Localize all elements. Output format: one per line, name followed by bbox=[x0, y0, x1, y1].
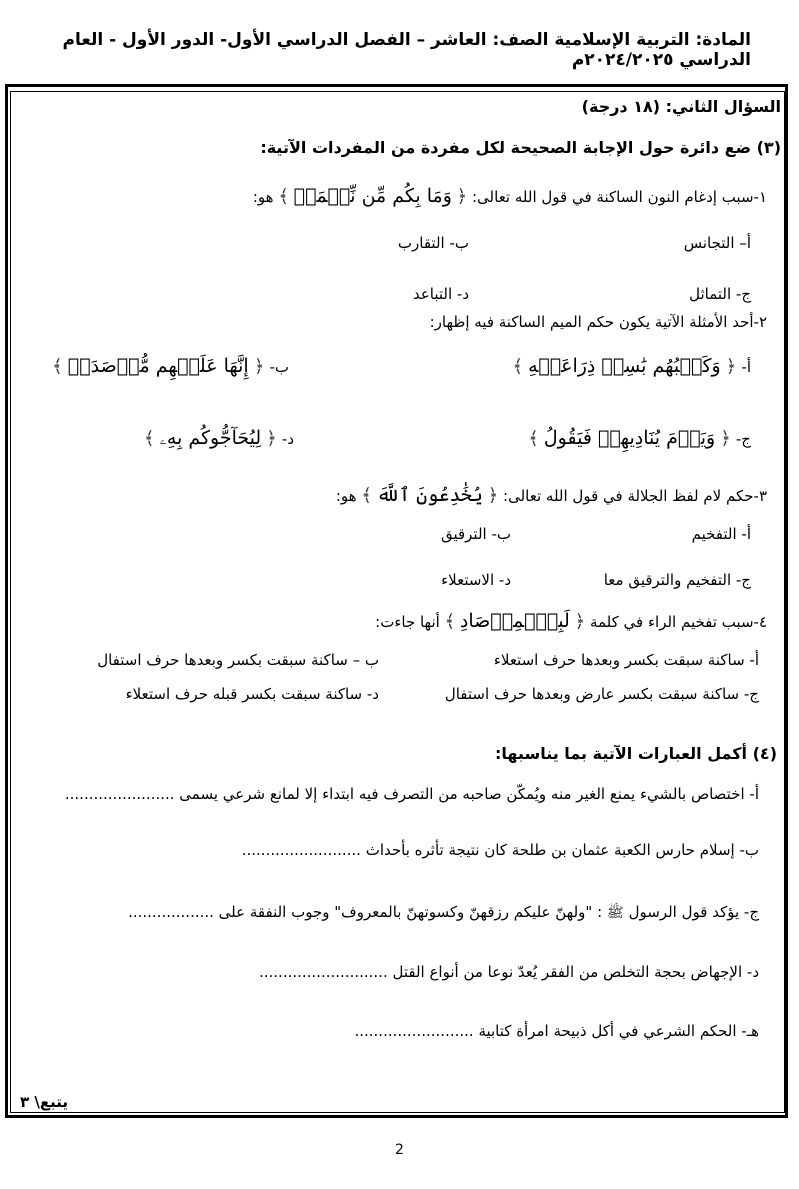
item2-option-b-quote: إِنَّهَا عَلَيۡهِم مُّؤۡصَدَةٞ bbox=[67, 355, 249, 377]
item1-stem-end: هو: bbox=[252, 188, 274, 206]
item2-option-d-label: د- bbox=[281, 430, 294, 448]
completion-c-pre: ج- يؤكد قول الرسول bbox=[628, 903, 759, 921]
item2-option-c[interactable] bbox=[528, 427, 751, 449]
prophet-seal-icon: ﷺ bbox=[606, 905, 624, 921]
part3-title: (٣) ضع دائرة حول الإجابة الصحيحة لكل مفردة من المفردات الآتية: bbox=[260, 138, 781, 157]
item1-quran-quote: وَمَا بِكُم مِّن نِّعۡمَةٖ bbox=[293, 185, 452, 207]
exam-header: المادة: التربية الإسلامية الصف: العاشر – الفصل الدراسي الأول- الدور الأول - العام الدراسي ٢٠٢٤/٢٠٢٥م bbox=[62, 30, 751, 70]
quran-close-ornament: ﴾ bbox=[52, 356, 63, 377]
completion-a[interactable]: أ- اختصاص بالشيء يمنع الغير منه ويُمكّن صاحبه من التصرف فيه ابتداء إلا لمانع شرعي يسمى ....................... bbox=[64, 785, 759, 803]
item2-option-a-label: أ- bbox=[741, 358, 751, 376]
item1-stem bbox=[253, 185, 767, 207]
quran-open-ornament: ﴿ bbox=[253, 356, 265, 377]
quran-open-ornament: ﴿ bbox=[487, 485, 499, 506]
item4-quran-quote: لَبِٱلۡمِرۡصَادِ bbox=[459, 610, 570, 632]
page-number: 2 bbox=[395, 1142, 404, 1158]
item2-option-a-quote: وَكَلۡبُهُم بَٰسِطٞ ذِرَاعَيۡهِ bbox=[528, 355, 721, 377]
item4-stem-end: أنها جاءت: bbox=[375, 613, 440, 631]
completion-c-post: : "ولهنّ عليكم رزقهنّ وكسوتهنّ بالمعروف" وجوب النفقة على .................. bbox=[128, 903, 603, 921]
item4-stem-text: ٤-سبب تفخيم الراء في كلمة bbox=[589, 613, 767, 631]
quran-open-ornament: ﴿ bbox=[456, 186, 468, 207]
item4-stem bbox=[375, 610, 767, 632]
item2-option-d-quote: لِيُحَآجُّوكُم بِهِۦ bbox=[159, 427, 262, 449]
completion-d[interactable]: د- الإجهاض بحجة التخلص من الفقر يُعدّ نوعا من أنواع القتل ........................... bbox=[258, 963, 759, 981]
quran-close-ornament: ﴾ bbox=[278, 186, 289, 207]
item2-option-a[interactable] bbox=[513, 355, 752, 377]
item3-option-b[interactable]: ب- الترقيق bbox=[440, 525, 511, 543]
quran-open-ornament: ﴿ bbox=[720, 428, 731, 449]
quran-close-ornament: ﴾ bbox=[444, 611, 456, 632]
quran-open-ornament: ﴿ bbox=[725, 356, 737, 377]
item4-option-d[interactable]: د- ساكنة سبقت بكسر قبله حرف استعلاء bbox=[125, 685, 379, 703]
item3-option-c[interactable]: ج- التفخيم والترقيق معا bbox=[603, 571, 751, 589]
item1-option-c[interactable]: ج- التماثل bbox=[689, 285, 751, 303]
item4-option-c[interactable]: ج- ساكنة سبقت بكسر عارض وبعدها حرف استفال bbox=[444, 685, 759, 703]
item3-stem-end: هو: bbox=[335, 487, 357, 505]
completion-e[interactable]: هـ- الحكم الشرعي في أكل ذبيحة امرأة كتابية ......................... bbox=[354, 1022, 759, 1040]
quran-open-ornament: ﴿ bbox=[574, 611, 586, 632]
item1-option-d[interactable]: د- التباعد bbox=[412, 285, 469, 303]
item2-option-c-quote: وَيَوۡمَ يُنَادِيهِمۡ فَيَقُولُ bbox=[543, 427, 716, 449]
item2-option-b-label: ب- bbox=[269, 358, 289, 376]
item3-quran-quote: يُخَٰدِعُونَ ٱللَّهَ bbox=[376, 484, 483, 506]
item2-stem: ٢-أحد الأمثلة الآتية يكون حكم الميم الساكنة فيه إظهار: bbox=[429, 313, 767, 331]
item2-option-c-label: ج- bbox=[735, 430, 751, 448]
item2-option-d[interactable] bbox=[144, 427, 294, 449]
item1-option-b[interactable]: ب- التقارب bbox=[397, 234, 469, 252]
completion-c[interactable] bbox=[128, 903, 759, 924]
item4-option-a[interactable]: أ- ساكنة سبقت بكسر وبعدها حرف استعلاء bbox=[493, 651, 759, 669]
quran-close-ornament: ﴾ bbox=[512, 356, 524, 377]
quran-close-ornament: ﴾ bbox=[361, 485, 372, 506]
item2-option-b[interactable] bbox=[52, 355, 289, 377]
quran-open-ornament: ﴿ bbox=[266, 428, 277, 449]
item3-stem-text: ٣-حكم لام لفظ الجلالة في قول الله تعالى: bbox=[503, 487, 767, 505]
item4-option-b[interactable]: ب – ساكنة سبقت بكسر وبعدها حرف استفال bbox=[97, 651, 379, 669]
item3-option-a[interactable]: أ- التفخيم bbox=[691, 525, 751, 543]
item3-option-d[interactable]: د- الاستعلاء bbox=[441, 571, 511, 589]
item1-stem-text: ١-سبب إدغام النون الساكنة في قول الله تعالى: bbox=[472, 188, 767, 206]
question-title: السؤال الثاني: (١٨ درجة) bbox=[581, 97, 781, 116]
item3-stem bbox=[336, 484, 767, 506]
quran-close-ornament: ﴾ bbox=[143, 428, 155, 449]
part4-title: (٤) أكمل العبارات الآتية بما يناسبها: bbox=[494, 744, 777, 763]
completion-b[interactable]: ب- إسلام حارس الكعبة عثمان بن طلحة كان نتيجة تأثره بأحداث ......................... bbox=[241, 841, 759, 859]
quran-close-ornament: ﴾ bbox=[528, 428, 539, 449]
continued-marker: يتبع\ ٣ bbox=[20, 1093, 68, 1111]
item1-option-a[interactable]: أ– التجانس bbox=[683, 234, 751, 252]
